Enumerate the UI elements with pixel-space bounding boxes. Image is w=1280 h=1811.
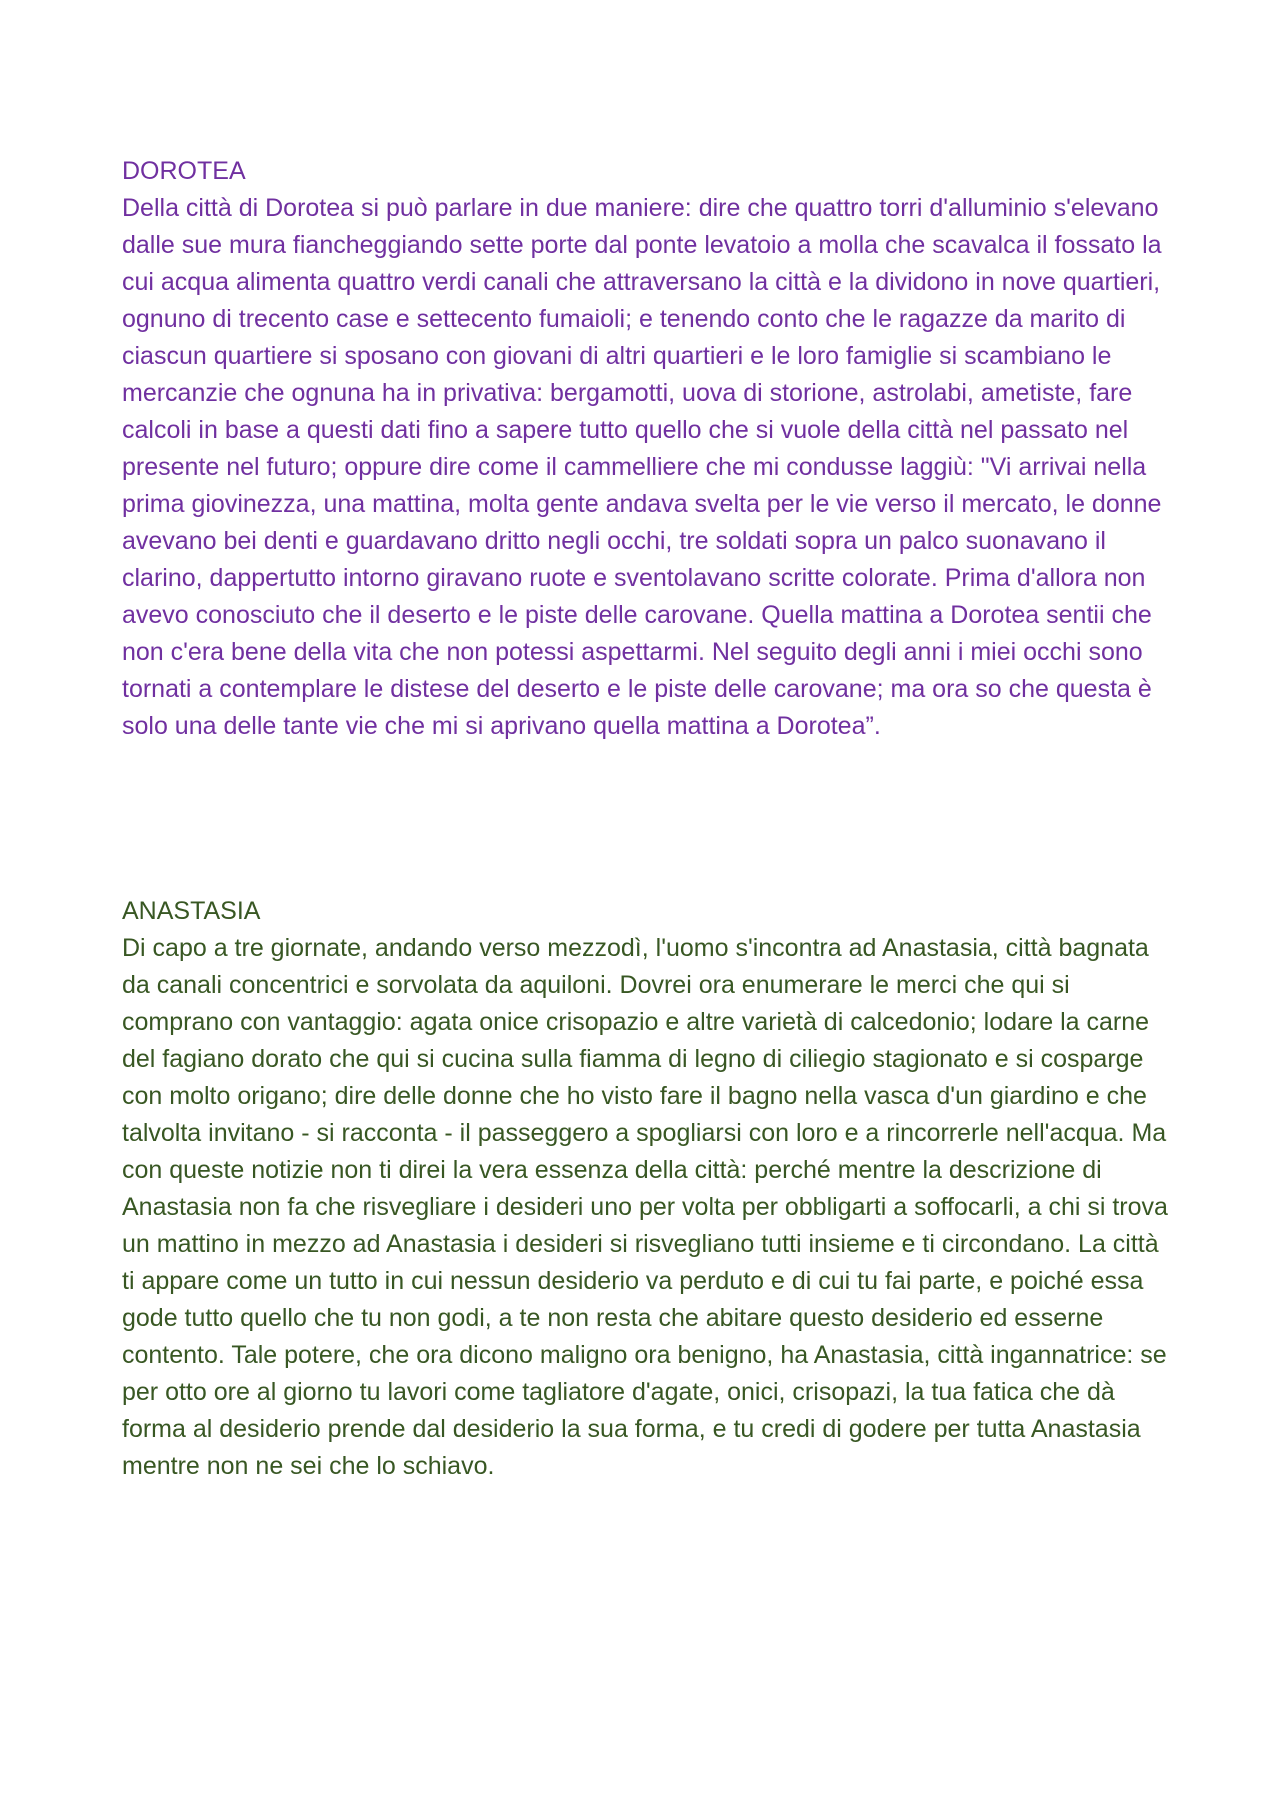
section-title: DOROTEA	[122, 157, 246, 185]
section-title: ANASTASIA	[122, 897, 261, 925]
section-body-text: Della città di Dorotea si può parlare in due maniere: dire che quattro torri d'alluminio s'elevano dalle sue mura fiancheggiando sette porte dal ponte levatoio a molla che scavalca il fossato la cui acqua alimenta quattro verdi canali che attraversano la città e la dividono in nove quartieri, ognuno di trecento case e settecento fumaioli; e tenendo conto che le ragazze da marito di ciascun quartiere si sposano con giovani di altri quartieri e le loro famiglie si scambiano le mercanzie che ognuna ha in privativa: bergamotti, uova di storione, astrolabi, ametiste, fare calcoli in base a questi dati fino a sapere tutto quello che si vuole della città nel passato nel presente nel futuro; oppure dire come il cammelliere che mi condusse laggiù: "Vi arrivai nella prima giovinezza, una mattina, molta gente andava svelta per le vie verso il mercato, le donne avevano bei denti e guardavano dritto negli occhi, tre soldati sopra un palco suonavano il clarino, dappertutto intorno giravano ruote e sventolavano scritte colorate. Prima d'allora non avevo conosciuto che il deserto e le piste delle carovane. Quella mattina a Dorotea sentii che non c'era bene della vita che non potessi aspettarmi. Nel seguito degli anni i miei occhi sono tornati a contemplare le distese del deserto e le piste delle carovane; ma ora so che questa è solo una delle tante vie che mi si aprivano quella mattina a Dorotea”.	[122, 194, 1162, 740]
section-dorotea	[122, 153, 1172, 745]
section-anastasia	[122, 893, 1172, 1485]
section-body-text: Di capo a tre giornate, andando verso mezzodì, l'uomo s'incontra ad Anastasia, città bagnata da canali concentrici e sorvolata da aquiloni. Dovrei ora enumerare le merci che qui si comprano con vantaggio: agata onice crisopazio e altre varietà di calcedonio; lodare la carne del fagiano dorato che qui si cucina sulla fiamma di legno di ciliegio stagionato e si cosparge con molto origano; dire delle donne che ho visto fare il bagno nella vasca d'un giardino e che talvolta invitano - si racconta - il passeggero a spogliarsi con loro e a rincorrerle nell'acqua. Ma con queste notizie non ti direi la vera essenza della città: perché mentre la descrizione di Anastasia non fa che risvegliare i desideri uno per volta per obbligarti a soffocarli, a chi si trova un mattino in mezzo ad Anastasia i desideri si risvegliano tutti insieme e ti circondano. La città ti appare come un tutto in cui nessun desiderio va perduto e di cui tu fai parte, e poiché essa gode tutto quello che tu non godi, a te non resta che abitare questo desiderio ed esserne contento. Tale potere, che ora dicono maligno ora benigno, ha Anastasia, città ingannatrice: se per otto ore al giorno tu lavori come tagliatore d'agate, onici, crisopazi, la tua fatica che dà forma al desiderio prende dal desiderio la sua forma, e tu credi di godere per tutta Anastasia mentre non ne sei che lo schiavo.	[122, 934, 1168, 1480]
